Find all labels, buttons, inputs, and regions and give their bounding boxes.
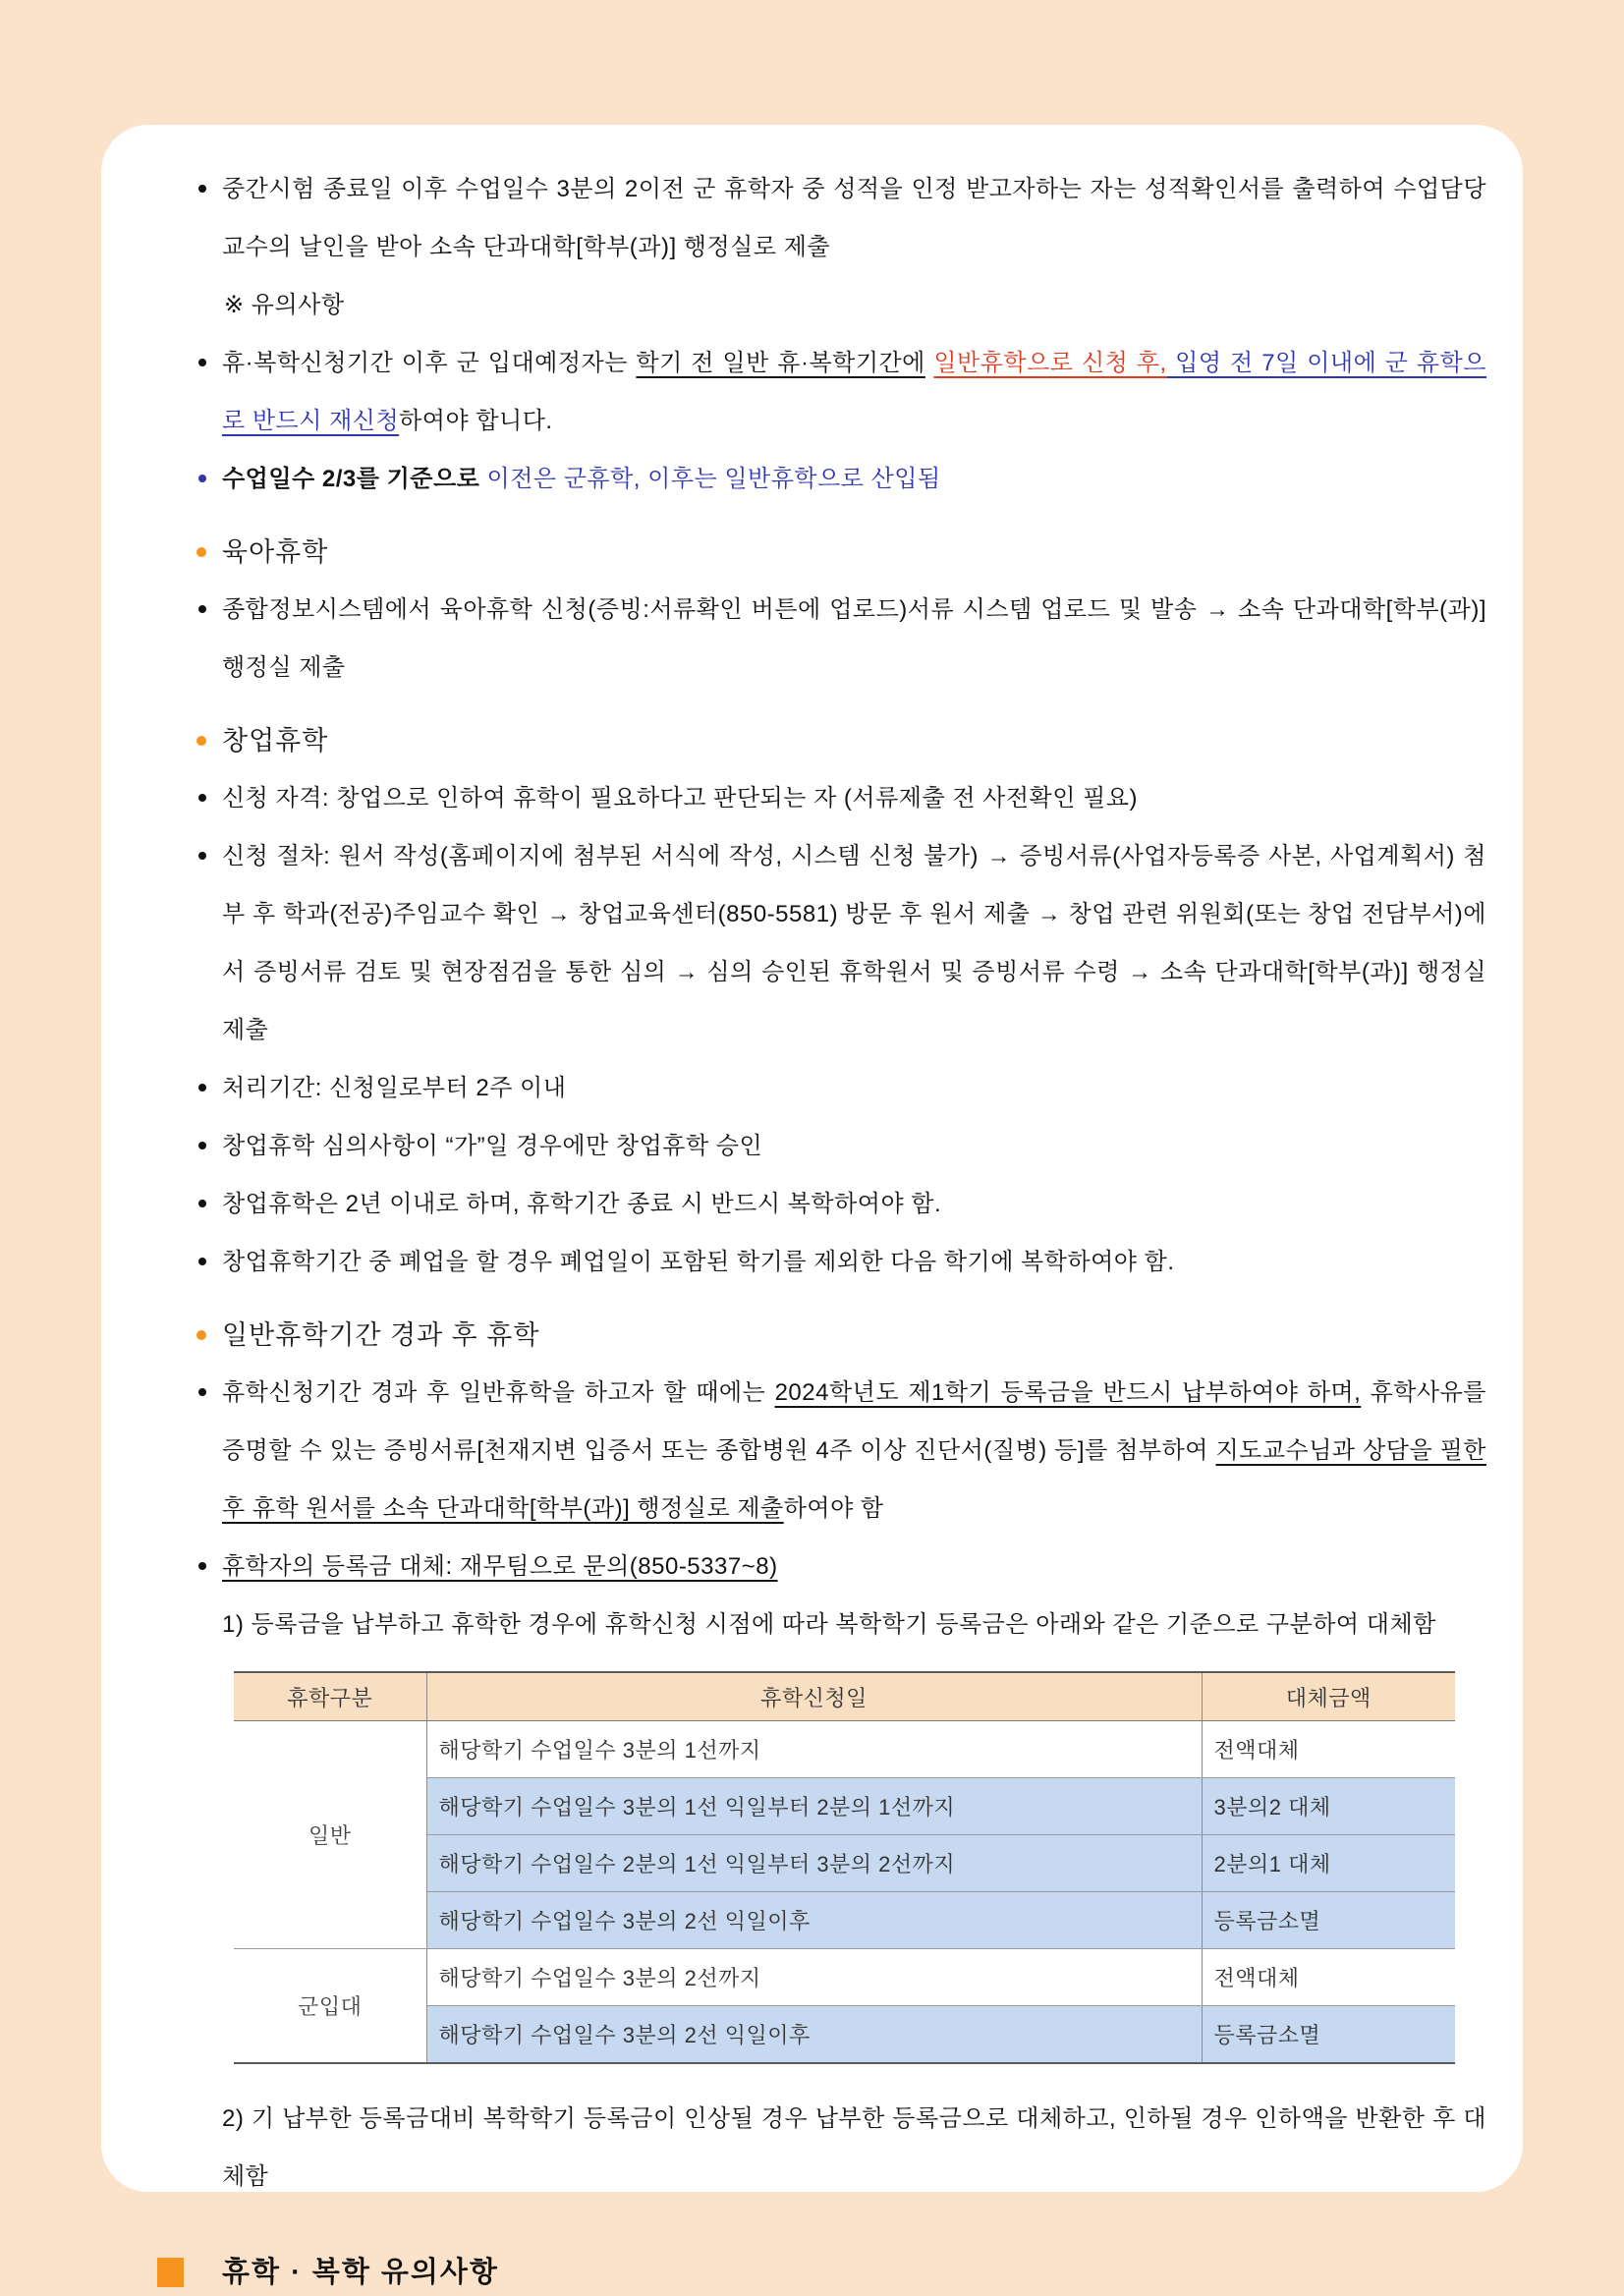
bullet-icon (198, 475, 206, 482)
numbered-note-2: 2) 기 납부한 등록금대비 복학학기 등록금이 인상될 경우 납부한 등록금으로 대체하고, 인하될 경우 인하액을 반환한 후 대체함 (222, 2105, 1486, 2190)
group-label-general: 일반 (234, 1721, 426, 1949)
list-item (195, 1538, 1486, 1596)
list-item (195, 1364, 1486, 1538)
bullet-icon (198, 1200, 206, 1207)
item-text: 신청 절차: 원서 작성(홈페이지에 첨부된 서식에 작성, 시스템 신청 불가) → 증빙서류(사업자등록증 사본, 사업계획서) 첨부 후 학과(전공)주임교수 확인 → 창업교육센터(850-5581) 방문 후 원서 제출 → 창업 관련 위원회(또는 창업 전담부서)에서 증빙서류 검토 및 현장점검을 통한 심의 → 심의 승인된 휴학원서 및 증빙서류 수령 → 소속 단과대학[학부(과)] 행정실 제출 (222, 843, 1486, 1043)
numbered-note-1: 1) 등록금을 납부하고 휴학한 경우에 휴학신청 시점에 따라 복학학기 등록금은 아래와 같은 기준으로 구분하여 대체함 (222, 1611, 1436, 1638)
item-text: 중간시험 종료일 이후 수업일수 3분의 2이전 군 휴학자 중 성적을 인정 받고자하는 자는 성적확인서를 출력하여 수업담당교수의 날인을 받아 소속 단과대학[학부(과)] 행정실로 제출 (222, 176, 1486, 260)
list-item (195, 1117, 1486, 1175)
list-item (195, 160, 1486, 334)
table-header-row (234, 1672, 1455, 1721)
table-row (234, 1721, 1455, 1778)
bullet-icon (198, 1258, 206, 1265)
cell-application-date: 해당학기 수업일수 2분의 1선 익일부터 3분의 2선까지 (426, 1835, 1202, 1892)
section-heading-after-period (195, 1307, 1486, 1364)
column-header-category: 휴학구분 (234, 1672, 426, 1721)
list-item (195, 1059, 1486, 1117)
bullet-icon (198, 605, 206, 613)
item-text: 처리기간: 신청일로부터 2주 이내 (222, 1075, 567, 1101)
underlined-text: 학기 전 일반 휴·복학기간에 (636, 350, 925, 376)
cell-substitution-amount: 2분의1 대체 (1202, 1835, 1455, 1892)
orange-square-icon (157, 2258, 184, 2287)
cell-application-date: 해당학기 수업일수 3분의 2선 익일이후 (426, 2006, 1202, 2064)
bold-text: 수업일수 2/3를 기준으로 (222, 466, 480, 492)
table-row (234, 1949, 1455, 2006)
cell-substitution-amount: 등록금소멸 (1202, 1892, 1455, 1949)
section-title: 창업휴학 (222, 726, 329, 756)
bullet-icon (198, 794, 206, 802)
list-item (195, 581, 1486, 697)
column-header-application-date: 휴학신청일 (426, 1672, 1202, 1721)
bullet-icon (198, 1562, 206, 1570)
bullet-icon (198, 185, 206, 193)
cell-substitution-amount: 등록금소멸 (1202, 2006, 1455, 2064)
bullet-icon (198, 359, 206, 366)
item-text: 창업휴학은 2년 이내로 하며, 휴학기간 종료 시 반드시 복학하여야 함. (222, 1191, 942, 1217)
item-text: 신청 자격: 창업으로 인하여 휴학이 필요하다고 판단되는 자 (서류제출 전 사전확인 필요) (222, 785, 1138, 812)
blue-text: 이전은 군휴학, 이후는 일반휴학으로 산입됨 (479, 466, 941, 492)
bullet-icon (198, 1084, 206, 1092)
column-header-substitution-amount: 대체금액 (1202, 1672, 1455, 1721)
bullet-icon (198, 1142, 206, 1149)
section-title: 일반휴학기간 경과 후 휴학 (222, 1320, 540, 1350)
orange-bullet-icon (196, 1330, 206, 1340)
bullet-icon (198, 1388, 206, 1396)
list-item (195, 450, 1486, 508)
blue-underlined-text: 입영 전 7일 이내에 군 휴학으로 반드시 재신청 (222, 350, 1486, 434)
cell-substitution-amount: 전액대체 (1202, 1949, 1455, 2006)
item-text: 휴학신청기간 경과 후 일반휴학을 하고자 할 때에는 (222, 1379, 775, 1406)
document-card (101, 125, 1523, 2288)
item-text: 하여야 함 (783, 1495, 884, 1522)
list-item (195, 827, 1486, 1059)
red-underlined-text: 일반휴학으로 신청 후, (933, 350, 1167, 376)
section-heading-childcare (195, 524, 1486, 581)
tuition-substitution-table (234, 1671, 1455, 2064)
note-line: ※ 유의사항 (224, 292, 345, 318)
item-text: 휴학사유를 증명할 수 있는 증빙서류[천재지변 입증서 또는 종합병원 4주 이상 진단서(질병) 등]를 첨부하여 (222, 1379, 1486, 1464)
item-text: 창업휴학기간 중 폐업을 할 경우 폐업일이 포함된 학기를 제외한 다음 학기에 복학하여야 함. (222, 1249, 1175, 1275)
cell-application-date: 해당학기 수업일수 3분의 2선 익일이후 (426, 1892, 1202, 1949)
underlined-text: 휴학자의 등록금 대체: 재무팀으로 문의(850-5337~8) (222, 1553, 778, 1580)
item-text: 창업휴학 심의사항이 “가”일 경우에만 창업휴학 승인 (222, 1133, 763, 1159)
cell-application-date: 해당학기 수업일수 3분의 1선까지 (426, 1721, 1202, 1778)
underlined-text: 2024학년도 제1학기 등록금을 반드시 납부하여야 하며, (774, 1379, 1362, 1406)
document-content (195, 160, 1486, 2294)
list-item (195, 334, 1486, 450)
orange-bullet-icon (196, 547, 206, 557)
bullet-icon (198, 852, 206, 860)
footer-section-heading (157, 2251, 1486, 2294)
cell-substitution-amount: 3분의2 대체 (1202, 1778, 1455, 1835)
list-item (195, 1175, 1486, 1233)
underlined-text: 지도교수님과 상담을 필한 후 휴학 원서를 소속 단과대학[학부(과)] 행정실로 제출 (222, 1437, 1486, 1522)
cell-application-date: 해당학기 수업일수 3분의 2선까지 (426, 1949, 1202, 2006)
section-heading-startup (195, 712, 1486, 769)
section-title: 육아휴학 (222, 537, 329, 567)
group-label-military: 군입대 (234, 1949, 426, 2064)
item-text: 종합정보시스템에서 육아휴학 신청(증빙:서류확인 버튼에 업로드)서류 시스템 업로드 및 발송 → 소속 단과대학[학부(과)] 행정실 제출 (222, 596, 1486, 681)
tuition-substitution-table-wrap (234, 1671, 1486, 2064)
cell-substitution-amount: 전액대체 (1202, 1721, 1455, 1778)
orange-bullet-icon (196, 736, 206, 746)
list-item (195, 769, 1486, 827)
list-item (195, 1233, 1486, 1291)
footer-title: 휴학 · 복학 유의사항 (222, 2257, 499, 2288)
item-text: 휴·복학신청기간 이후 군 입대예정자는 (222, 350, 637, 376)
cell-application-date: 해당학기 수업일수 3분의 1선 익일부터 2분의 1선까지 (426, 1778, 1202, 1835)
item-text: 하여야 합니다. (399, 408, 553, 434)
